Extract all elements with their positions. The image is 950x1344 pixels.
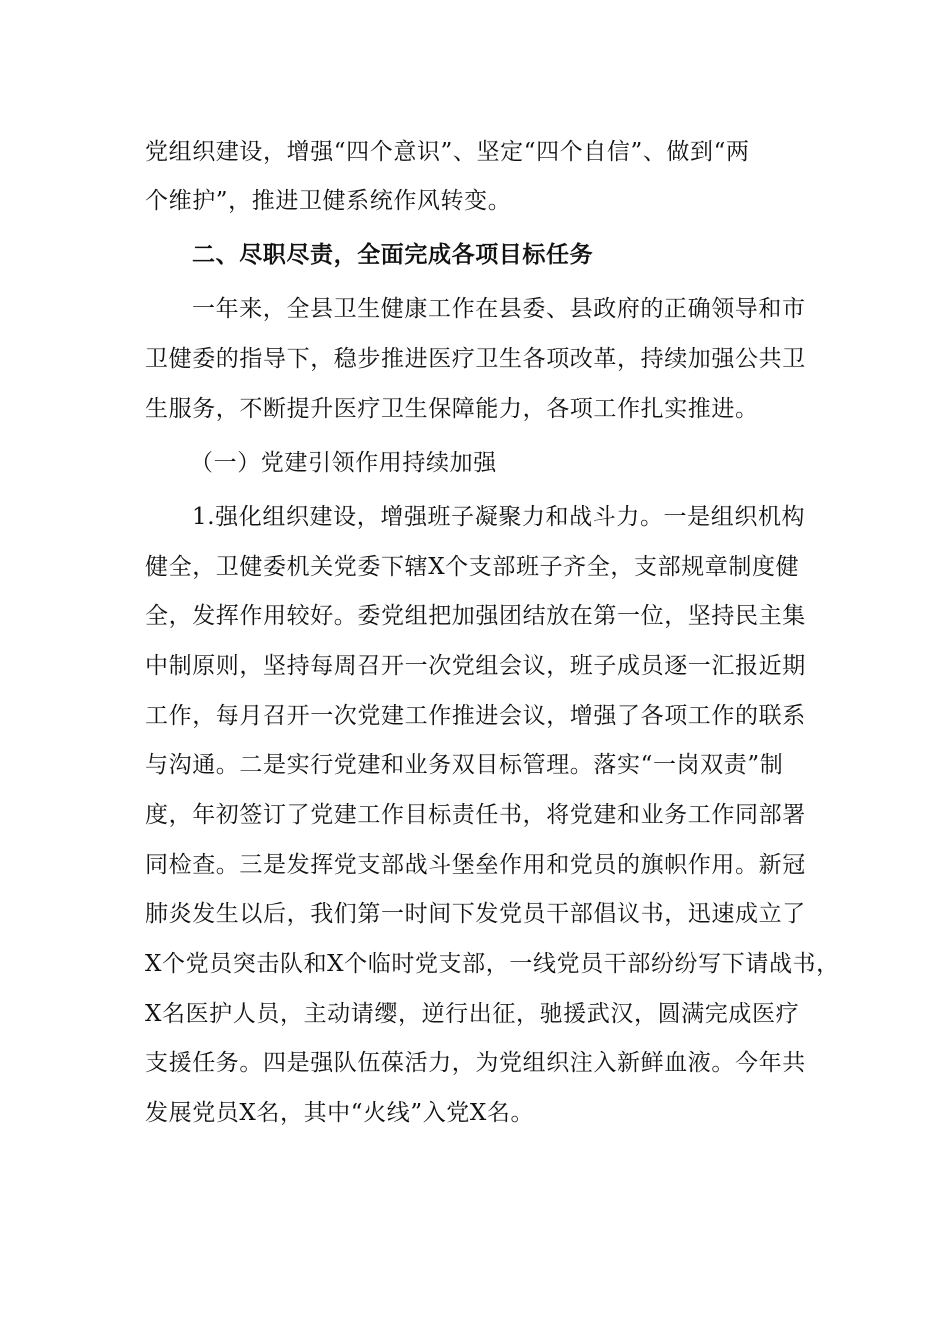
paragraph-line: 支援任务。四是强队伍葆活力，为党组织注入新鲜血液。今年共 [145,1050,806,1076]
paragraph-line: 健全，卫健委机关党委下辖X个支部班子齐全，支部规章制度健 [145,554,800,580]
paragraph-line: 肺炎发生以后，我们第一时间下发党员干部倡议书，迅速成立了 [145,901,806,927]
paragraph-line: 发展党员X名，其中“火线”入党X名。 [145,1100,535,1126]
paragraph-line: 与沟通。二是实行党建和业务双目标管理。落实“一岗双责”制 [145,752,784,778]
paragraph-line: X名医护人员，主动请缨，逆行出征，驰援武汉，圆满完成医疗 [145,1001,800,1027]
paragraph-line: X个党员突击队和X个临时党支部，一线党员干部纷纷写下请战书， [145,951,840,977]
paragraph-line: 全，发挥作用较好。委党组把加强团结放在第一位，坚持民主集 [145,603,806,629]
paragraph-line: 度，年初签订了党建工作目标责任书，将党建和业务工作同部署 [145,802,806,828]
paragraph-line: 卫健委的指导下，稳步推进医疗卫生各项改革，持续加强公共卫 [145,346,806,372]
paragraph-line: 1.强化组织建设，增强班子凝聚力和战斗力。一是组织机构 [192,504,806,530]
section-heading: 二、尽职尽责，全面完成各项目标任务 [192,241,594,268]
paragraph-line: 个维护”，推进卫健系统作风转变。 [145,188,512,214]
paragraph-line: 党组织建设，增强“四个意识”、坚定“四个自信”、做到“两 [145,139,750,165]
paragraph-line: 一年来，全县卫生健康工作在县委、县政府的正确领导和市 [192,296,806,322]
paragraph-line: 中制原则，坚持每周召开一次党组会议，班子成员逐一汇报近期 [145,653,806,679]
subsection-heading: （一）党建引领作用持续加强 [190,450,497,476]
paragraph-line: 工作，每月召开一次党建工作推进会议，增强了各项工作的联系 [145,703,806,729]
paragraph-line: 同检查。三是发挥党支部战斗堡垒作用和党员的旗帜作用。新冠 [145,852,806,878]
paragraph-line: 生服务，不断提升医疗卫生保障能力，各项工作扎实推进。 [145,396,759,422]
